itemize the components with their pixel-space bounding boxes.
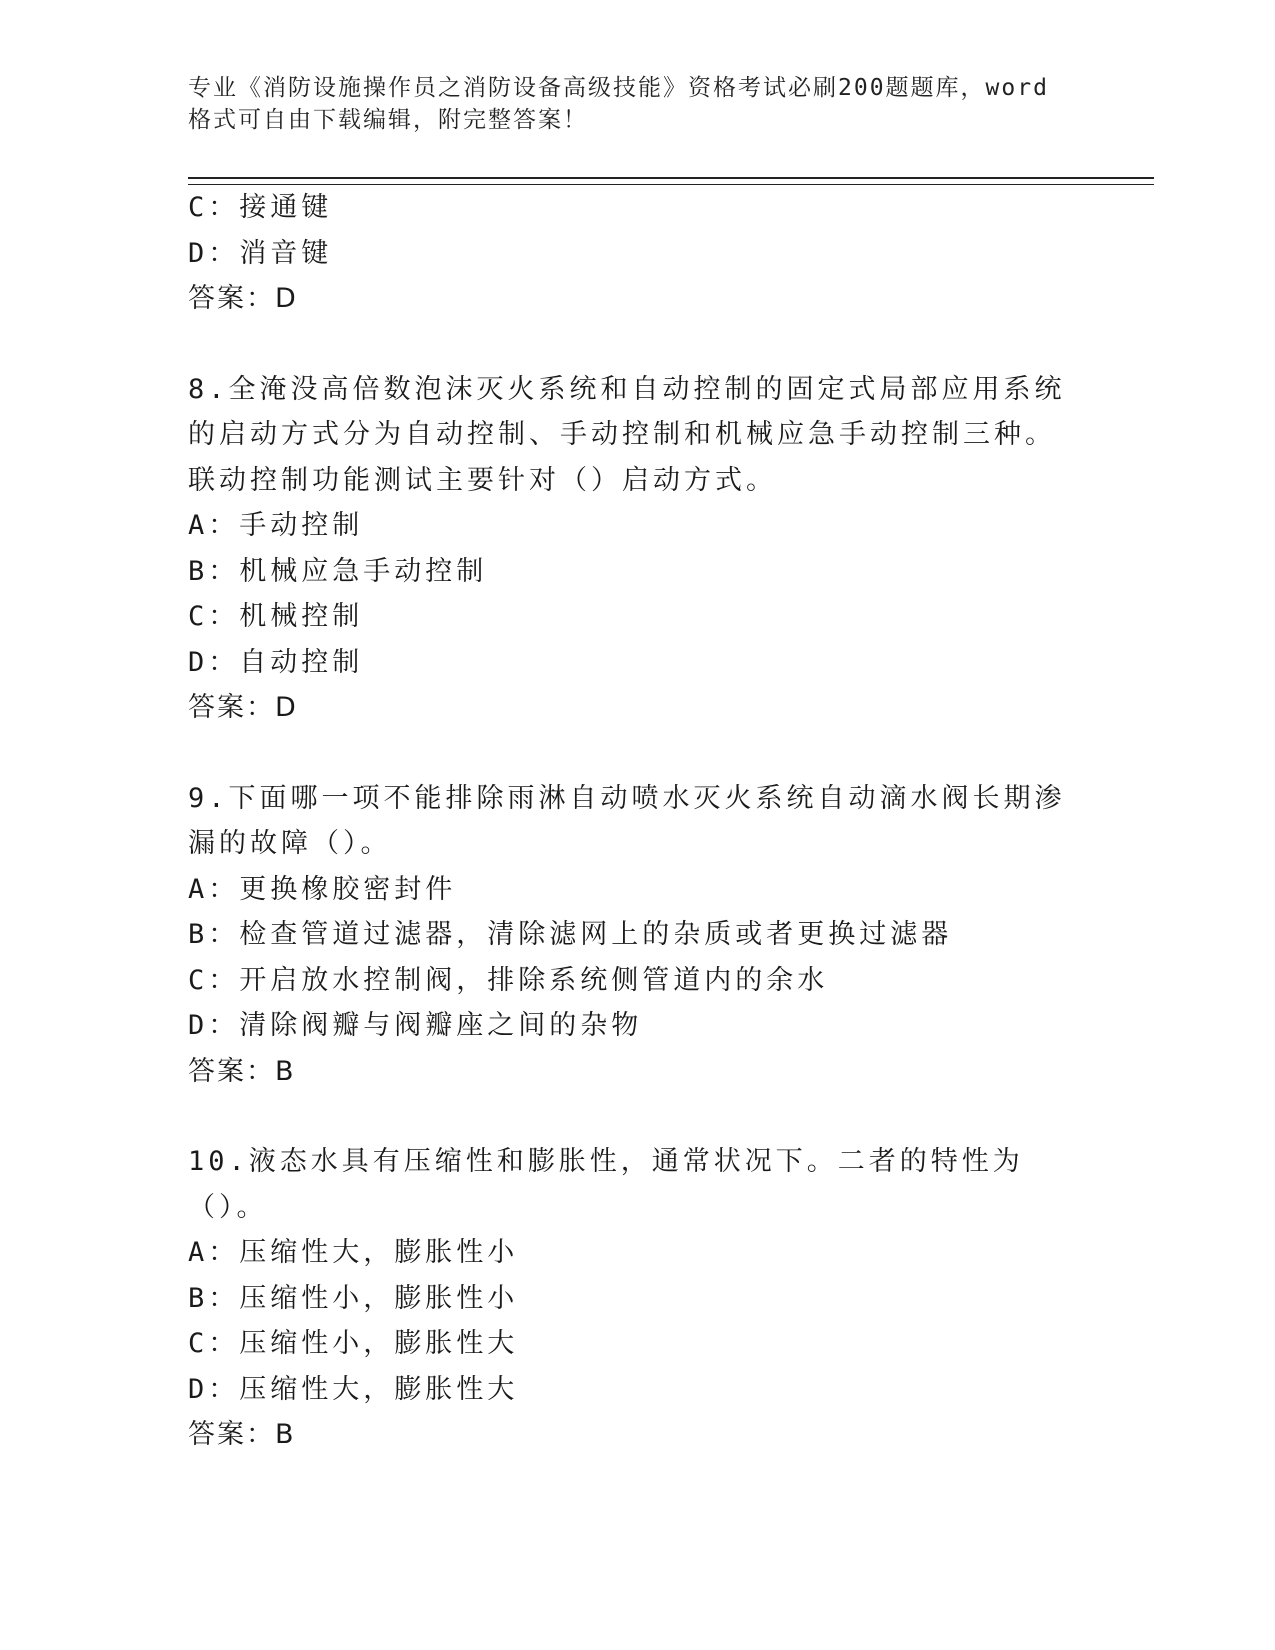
option-d: D：消音键 xyxy=(188,237,333,269)
answer-line: 答案：D xyxy=(188,692,298,723)
option-c: C：接通键 xyxy=(188,192,333,223)
question-8 xyxy=(188,367,1088,731)
option-b: B：检查管道过滤器，清除滤网上的杂质或者更换过滤器 xyxy=(188,919,953,950)
option-d: D：压缩性大，膨胀性大 xyxy=(188,1373,519,1405)
question-list xyxy=(188,185,1088,1458)
option-a: A：更换橡胶密封件 xyxy=(188,873,457,905)
option-b: B：机械应急手动控制 xyxy=(188,555,488,587)
answer-line: 答案：D xyxy=(188,283,298,314)
document-header: 专业《消防设施操作员之消防设备高级技能》资格考试必刷200题题库，word格式可自由下载编辑，附完整答案！ xyxy=(188,75,1049,133)
option-a: A：压缩性大，膨胀性小 xyxy=(188,1237,519,1268)
question-7-continued xyxy=(188,185,1088,322)
answer-line: 答案：B xyxy=(188,1419,296,1450)
question-stem: 9.下面哪一项不能排除雨淋自动喷水灭火系统自动滴水阀长期渗漏的故障（）。 xyxy=(188,782,1066,859)
answer-line: 答案：B xyxy=(188,1055,296,1087)
question-10 xyxy=(188,1139,1088,1458)
option-c: C：开启放水控制阀，排除系统侧管道内的余水 xyxy=(188,964,829,996)
option-d: D：自动控制 xyxy=(188,646,364,678)
question-stem: 10.液态水具有压缩性和膨胀性，通常状况下。二者的特性为（）。 xyxy=(188,1146,1024,1223)
question-stem: 8.全淹没高倍数泡沫灭火系统和自动控制的固定式局部应用系统的启动方式分为自动控制、手动控制和机械应急手动控制三种。联动控制功能测试主要针对（）启动方式。 xyxy=(188,373,1066,496)
question-9 xyxy=(188,776,1088,1095)
option-b: B：压缩性小，膨胀性小 xyxy=(188,1282,519,1314)
option-c: C：压缩性小，膨胀性大 xyxy=(188,1328,519,1359)
option-a: A：手动控制 xyxy=(188,510,364,541)
option-d: D：清除阀瓣与阀瓣座之间的杂物 xyxy=(188,1010,643,1041)
header-divider-thick xyxy=(188,177,1154,179)
option-c: C：机械控制 xyxy=(188,601,364,632)
